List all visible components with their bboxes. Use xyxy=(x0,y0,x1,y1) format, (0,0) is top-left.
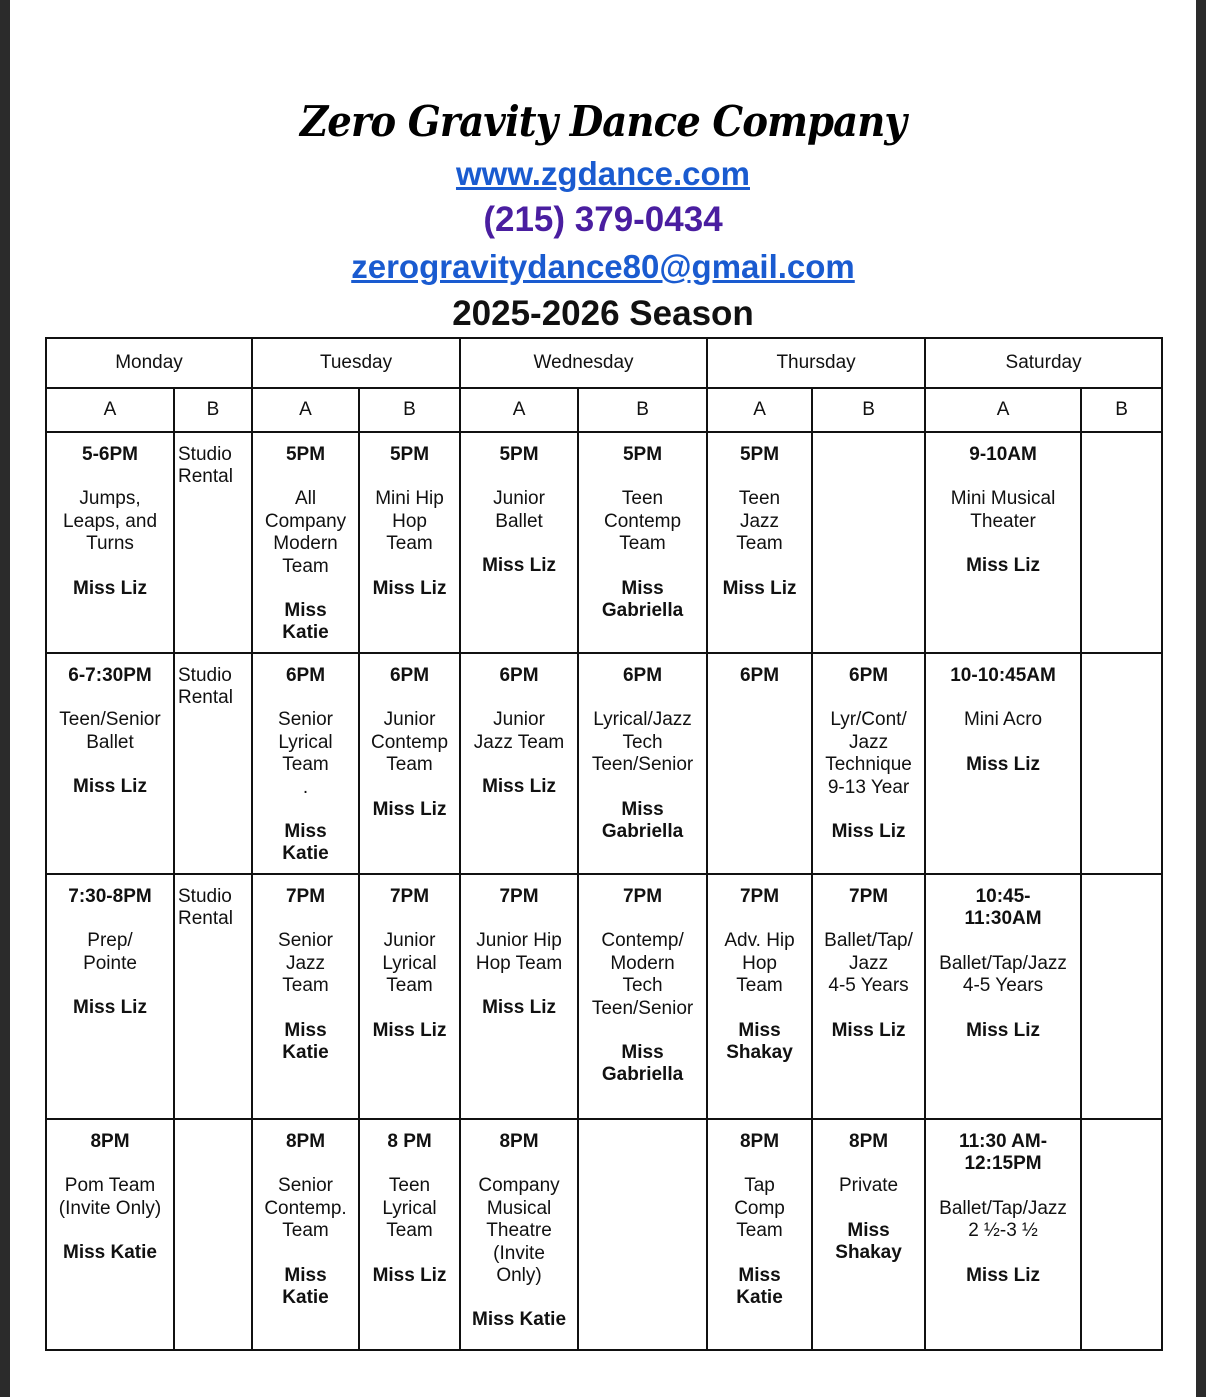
class-cell-wed-a xyxy=(460,1119,578,1350)
time-line: 10:45- xyxy=(975,886,1031,907)
studio-rental-note xyxy=(178,886,248,931)
note-line: Rental xyxy=(178,687,233,709)
class-cell-mon-a xyxy=(46,874,174,1119)
class-name xyxy=(363,930,456,997)
teacher-line: Miss xyxy=(621,577,664,599)
class-name-line: Jazz xyxy=(849,731,889,753)
company-title: Zero Gravity Dance Company xyxy=(300,97,906,146)
class-name-line: Ballet xyxy=(495,510,543,532)
class-name xyxy=(582,709,703,776)
class-time: 6PM xyxy=(622,665,663,686)
class-name xyxy=(50,709,170,754)
class-name xyxy=(50,930,170,975)
note-line: Studio xyxy=(178,444,232,465)
class-time: 7PM xyxy=(499,886,539,907)
class-name xyxy=(582,488,703,555)
class-time: 8PM xyxy=(739,1131,780,1152)
class-cell-tue-a xyxy=(252,874,359,1119)
teacher-name: Miss Liz xyxy=(73,577,147,599)
teacher-name: Miss Liz xyxy=(722,577,797,599)
class-cell-mon-b xyxy=(174,653,252,874)
day-header-monday: Monday xyxy=(46,338,252,388)
class-name-line: Teen xyxy=(621,488,664,510)
class-name-line: Team xyxy=(282,1220,329,1242)
time-line: 12:15PM xyxy=(964,1153,1042,1175)
class-name-line: Modern xyxy=(610,952,675,974)
teacher-name: Miss Katie xyxy=(63,1242,157,1264)
class-name xyxy=(50,488,170,555)
teacher-line: Katie xyxy=(282,843,329,865)
class-cell-tue-a xyxy=(252,653,359,874)
class-name xyxy=(929,1198,1077,1243)
class-schedule-table xyxy=(45,337,1163,1351)
class-cell-wed-a xyxy=(460,874,578,1119)
class-name xyxy=(256,930,355,997)
teacher-name: Miss Liz xyxy=(966,1264,1040,1286)
class-cell-wed-b xyxy=(578,653,707,874)
class-name-line: Team xyxy=(282,555,329,577)
class-name-line: Only) xyxy=(496,1265,542,1287)
class-time: 8PM xyxy=(849,1131,889,1152)
teacher-name: Miss Liz xyxy=(966,555,1040,577)
class-name-line: Teen xyxy=(738,488,781,510)
note-line: Rental xyxy=(178,908,233,930)
studio-header: A xyxy=(46,388,174,432)
class-name-line: (Invite xyxy=(493,1242,545,1264)
class-name-line: Contemp/ xyxy=(601,930,684,952)
class-time: 7PM xyxy=(389,886,430,907)
class-time: 6PM xyxy=(849,665,889,686)
class-name-line: Jazz Team xyxy=(473,731,565,753)
schedule-row xyxy=(46,1119,1162,1350)
teacher-name: Miss Liz xyxy=(372,1264,447,1286)
class-cell-tue-a xyxy=(252,432,359,653)
class-name-line: Mini Hip xyxy=(375,488,444,510)
class-time: 7PM xyxy=(849,886,889,907)
class-name-line: Modern xyxy=(273,533,338,555)
teacher-name: Miss Liz xyxy=(372,1019,447,1041)
class-name-line: All xyxy=(294,488,317,510)
studio-header: A xyxy=(707,388,812,432)
studio-header: A xyxy=(925,388,1081,432)
class-name xyxy=(711,488,808,555)
class-name-line: 4-5 Years xyxy=(828,975,909,997)
class-name-line: Leaps, and xyxy=(62,510,158,532)
class-time: 5PM xyxy=(622,444,663,465)
class-cell-mon-b xyxy=(174,1119,252,1350)
class-name-line: Contemp. xyxy=(264,1197,347,1219)
class-time: 10-10:45AM xyxy=(950,665,1056,686)
studio-header: B xyxy=(578,388,707,432)
studio-rental-note xyxy=(178,665,248,710)
teacher-name xyxy=(711,1020,808,1065)
class-time: 5PM xyxy=(389,444,430,465)
class-name-line: Team xyxy=(386,1220,433,1242)
class-name-line: Ballet/Tap/Jazz xyxy=(939,952,1067,974)
teacher-name: Miss Katie xyxy=(472,1309,567,1331)
class-name-line: Theatre xyxy=(486,1220,552,1242)
teacher-name: Miss Liz xyxy=(372,798,447,820)
class-name-line: Lyrical xyxy=(382,952,437,974)
class-name-line: Musical xyxy=(486,1197,552,1219)
class-name xyxy=(929,709,1077,731)
class-name-line: Tech xyxy=(622,731,663,753)
teacher-line: Miss xyxy=(738,1019,781,1041)
class-name-line: Ballet xyxy=(86,731,134,753)
teacher-name xyxy=(582,1042,703,1087)
class-cell-thu-b xyxy=(812,874,925,1119)
studio-header: B xyxy=(1081,388,1162,432)
class-name-line: 4-5 Years xyxy=(962,975,1044,997)
class-cell-tue-b xyxy=(359,653,460,874)
teacher-line: Miss xyxy=(621,798,664,820)
class-cell-wed-a xyxy=(460,653,578,874)
class-name-line: Jazz xyxy=(849,952,889,974)
class-cell-thu-b xyxy=(812,653,925,874)
class-name-line: Junior xyxy=(383,930,436,952)
email-link[interactable]: zerogravitydance80@gmail.com xyxy=(351,248,855,285)
class-cell-thu-b xyxy=(812,432,925,653)
teacher-name: Miss Liz xyxy=(372,577,447,599)
class-name-line: 9-13 Year xyxy=(827,776,910,798)
class-cell-sat-a xyxy=(925,874,1081,1119)
schedule-row xyxy=(46,432,1162,653)
day-header-saturday: Saturday xyxy=(925,338,1162,388)
class-name-line: Junior xyxy=(493,709,545,731)
class-cell-thu-a xyxy=(707,653,812,874)
class-cell-sat-b xyxy=(1081,432,1162,653)
class-name-line: Adv. Hip xyxy=(724,930,795,952)
class-name-line: Senior xyxy=(278,709,333,731)
studio-rental-note xyxy=(178,444,248,489)
class-name-line: Private xyxy=(838,1175,899,1197)
class-name xyxy=(816,930,921,997)
teacher-line: Katie xyxy=(736,1287,783,1309)
class-name-line: Ballet/Tap/ xyxy=(824,930,913,952)
teacher-line: Miss xyxy=(284,1264,327,1286)
teacher-name xyxy=(711,1265,808,1310)
teacher-line: Gabriella xyxy=(601,1064,684,1086)
class-name-line: Contemp xyxy=(370,731,449,753)
class-cell-mon-b xyxy=(174,432,252,653)
class-cell-sat-b xyxy=(1081,653,1162,874)
class-time: 6-7:30PM xyxy=(68,665,152,686)
class-time: 5-6PM xyxy=(82,444,138,465)
class-name-line: Hop Team xyxy=(475,952,563,974)
teacher-name xyxy=(816,1220,921,1265)
class-name-line: Team xyxy=(386,533,433,555)
class-name-line: Jazz xyxy=(285,952,326,974)
class-name-line: Junior xyxy=(383,709,436,731)
class-name xyxy=(464,709,574,754)
class-name-line: Pointe xyxy=(83,952,137,974)
class-name xyxy=(363,1175,456,1242)
class-name-line: Hop xyxy=(742,952,777,974)
teacher-line: Katie xyxy=(282,622,329,644)
class-cell-tue-b xyxy=(359,432,460,653)
class-cell-mon-b xyxy=(174,874,252,1119)
class-name-line: Prep/ xyxy=(87,930,133,952)
teacher-line: Miss xyxy=(284,1019,327,1041)
schedule-row xyxy=(46,874,1162,1119)
teacher-line: Shakay xyxy=(726,1042,793,1064)
class-name xyxy=(929,488,1077,533)
teacher-name: Miss Liz xyxy=(831,821,906,843)
teacher-name xyxy=(582,578,703,623)
teacher-line: Gabriella xyxy=(601,821,684,843)
class-time: 8 PM xyxy=(387,1131,432,1152)
class-name-line: Technique xyxy=(825,754,912,776)
class-cell-wed-b xyxy=(578,432,707,653)
teacher-name: Miss Liz xyxy=(73,776,147,798)
class-name-line: Turns xyxy=(86,533,134,555)
note-line: Rental xyxy=(178,466,233,488)
class-name-line: Team xyxy=(386,975,433,997)
day-header-tuesday: Tuesday xyxy=(252,338,460,388)
studio-header: A xyxy=(252,388,359,432)
class-time: 6PM xyxy=(285,665,326,686)
class-name-line: 2 ½-3 ½ xyxy=(968,1220,1038,1242)
schedule-row xyxy=(46,653,1162,874)
teacher-line: Katie xyxy=(282,1287,329,1309)
class-name xyxy=(711,1175,808,1242)
schedule-header xyxy=(0,92,1206,338)
class-name-line: Lyrical xyxy=(278,731,333,753)
class-cell-mon-a xyxy=(46,432,174,653)
teacher-name xyxy=(256,1020,355,1065)
class-name-line: Team xyxy=(736,975,783,997)
class-cell-tue-b xyxy=(359,1119,460,1350)
class-name-line: Team xyxy=(386,754,433,776)
class-cell-tue-a xyxy=(252,1119,359,1350)
class-time: 6PM xyxy=(499,665,539,686)
class-time xyxy=(929,1131,1077,1176)
class-cell-mon-a xyxy=(46,1119,174,1350)
class-name xyxy=(711,930,808,997)
class-cell-thu-a xyxy=(707,1119,812,1350)
class-name-line: . xyxy=(302,776,309,798)
class-cell-sat-b xyxy=(1081,874,1162,1119)
studio-header: A xyxy=(460,388,578,432)
teacher-line: Miss xyxy=(284,600,327,622)
class-name-line: Contemp xyxy=(603,510,682,532)
class-name-line: Hop xyxy=(392,510,427,532)
class-name xyxy=(464,930,574,975)
class-name-line: Team xyxy=(619,533,666,555)
class-time: 8PM xyxy=(90,1131,130,1152)
class-time xyxy=(929,886,1077,931)
teacher-line: Miss xyxy=(621,1042,664,1064)
class-cell-wed-b xyxy=(578,874,707,1119)
studio-header: B xyxy=(174,388,252,432)
class-name-line: Senior xyxy=(278,1175,333,1197)
class-time: 9-10AM xyxy=(969,444,1037,465)
teacher-name: Miss Liz xyxy=(73,997,147,1019)
phone-number: (215) 379-0434 xyxy=(483,200,723,239)
class-time: 5PM xyxy=(739,444,780,465)
class-name xyxy=(464,488,574,533)
class-time: 8PM xyxy=(499,1131,539,1152)
class-cell-sat-a xyxy=(925,653,1081,874)
class-name-line: Mini Acro xyxy=(963,709,1043,731)
day-header-thursday: Thursday xyxy=(707,338,925,388)
class-time: 8PM xyxy=(285,1131,326,1152)
class-cell-thu-b xyxy=(812,1119,925,1350)
class-time: 7PM xyxy=(285,886,326,907)
class-cell-wed-a xyxy=(460,432,578,653)
class-name-line: Team xyxy=(736,533,783,555)
teacher-name: Miss Liz xyxy=(482,997,556,1019)
class-name-line: Junior xyxy=(493,488,545,510)
class-name-line: Company xyxy=(264,510,347,532)
class-cell-sat-a xyxy=(925,1119,1081,1350)
class-name-line: Theater xyxy=(970,510,1036,532)
time-line: 11:30AM xyxy=(964,908,1042,930)
teacher-line: Miss xyxy=(738,1264,781,1286)
class-name xyxy=(929,953,1077,998)
class-name-line: Lyr/Cont/ xyxy=(830,709,907,731)
class-name-line: Teen/Senior xyxy=(591,997,694,1019)
class-name-line: Lyrical/Jazz xyxy=(593,709,692,731)
class-time: 7PM xyxy=(739,886,780,907)
class-name-line: Lyrical xyxy=(382,1197,437,1219)
class-cell-thu-a xyxy=(707,874,812,1119)
class-name-line: Mini Musical xyxy=(950,488,1056,510)
class-name-line: Teen xyxy=(388,1175,431,1197)
class-name-line: Pom Team xyxy=(64,1175,156,1197)
class-name-line: Company xyxy=(478,1175,560,1197)
season-title: 2025-2026 Season xyxy=(452,294,754,333)
teacher-name xyxy=(256,600,355,645)
class-name xyxy=(363,709,456,776)
class-name xyxy=(256,1175,355,1242)
class-cell-thu-a xyxy=(707,432,812,653)
class-name xyxy=(256,709,355,799)
teacher-name: Miss Liz xyxy=(831,1019,906,1041)
note-line: Studio xyxy=(178,665,232,686)
class-name-line: Senior xyxy=(278,930,333,952)
teacher-line: Katie xyxy=(282,1042,329,1064)
studio-header: B xyxy=(359,388,460,432)
class-cell-wed-b xyxy=(578,1119,707,1350)
class-name-line: Jazz xyxy=(739,510,780,532)
class-name-line: Jumps, xyxy=(79,488,141,510)
class-time: 6PM xyxy=(389,665,430,686)
class-name-line: Ballet/Tap/Jazz xyxy=(939,1197,1067,1219)
teacher-name: Miss Liz xyxy=(482,776,556,798)
studio-header: B xyxy=(812,388,925,432)
class-name xyxy=(50,1175,170,1220)
teacher-line: Miss xyxy=(847,1219,890,1241)
class-name-line: Tap xyxy=(744,1175,775,1197)
class-time: 5PM xyxy=(285,444,326,465)
class-name xyxy=(816,709,921,799)
class-time: 7:30-8PM xyxy=(68,886,152,907)
teacher-line: Shakay xyxy=(835,1242,902,1264)
class-name-line: Junior Hip xyxy=(476,930,562,952)
class-name-line: Teen/Senior xyxy=(591,754,694,776)
class-time: 6PM xyxy=(739,665,780,686)
class-cell-sat-a xyxy=(925,432,1081,653)
class-name-line: (Invite Only) xyxy=(58,1197,162,1219)
class-name xyxy=(464,1175,574,1287)
class-name xyxy=(256,488,355,578)
class-cell-mon-a xyxy=(46,653,174,874)
class-cell-sat-b xyxy=(1081,1119,1162,1350)
class-name-line: Tech xyxy=(622,975,663,997)
class-name-line: Teen/Senior xyxy=(59,709,161,731)
class-name xyxy=(363,488,456,555)
day-header-wednesday: Wednesday xyxy=(460,338,707,388)
teacher-name xyxy=(256,821,355,866)
class-time: 5PM xyxy=(499,444,539,465)
class-name xyxy=(582,930,703,1020)
class-name-line: Team xyxy=(736,1220,783,1242)
teacher-name: Miss Liz xyxy=(482,555,556,577)
class-name-line: Team xyxy=(282,754,329,776)
teacher-line: Miss xyxy=(284,821,327,843)
time-line: 11:30 AM- xyxy=(959,1131,1048,1152)
teacher-name: Miss Liz xyxy=(966,753,1040,775)
teacher-name xyxy=(256,1265,355,1310)
note-line: Studio xyxy=(178,886,232,907)
class-cell-tue-b xyxy=(359,874,460,1119)
teacher-name xyxy=(582,799,703,844)
class-time: 7PM xyxy=(622,886,663,907)
class-name xyxy=(816,1175,921,1197)
website-link[interactable]: www.zgdance.com xyxy=(455,155,750,192)
class-name-line: Comp xyxy=(734,1197,785,1219)
teacher-line: Gabriella xyxy=(601,600,684,622)
class-name-line: Team xyxy=(282,975,329,997)
teacher-name: Miss Liz xyxy=(966,1019,1040,1041)
